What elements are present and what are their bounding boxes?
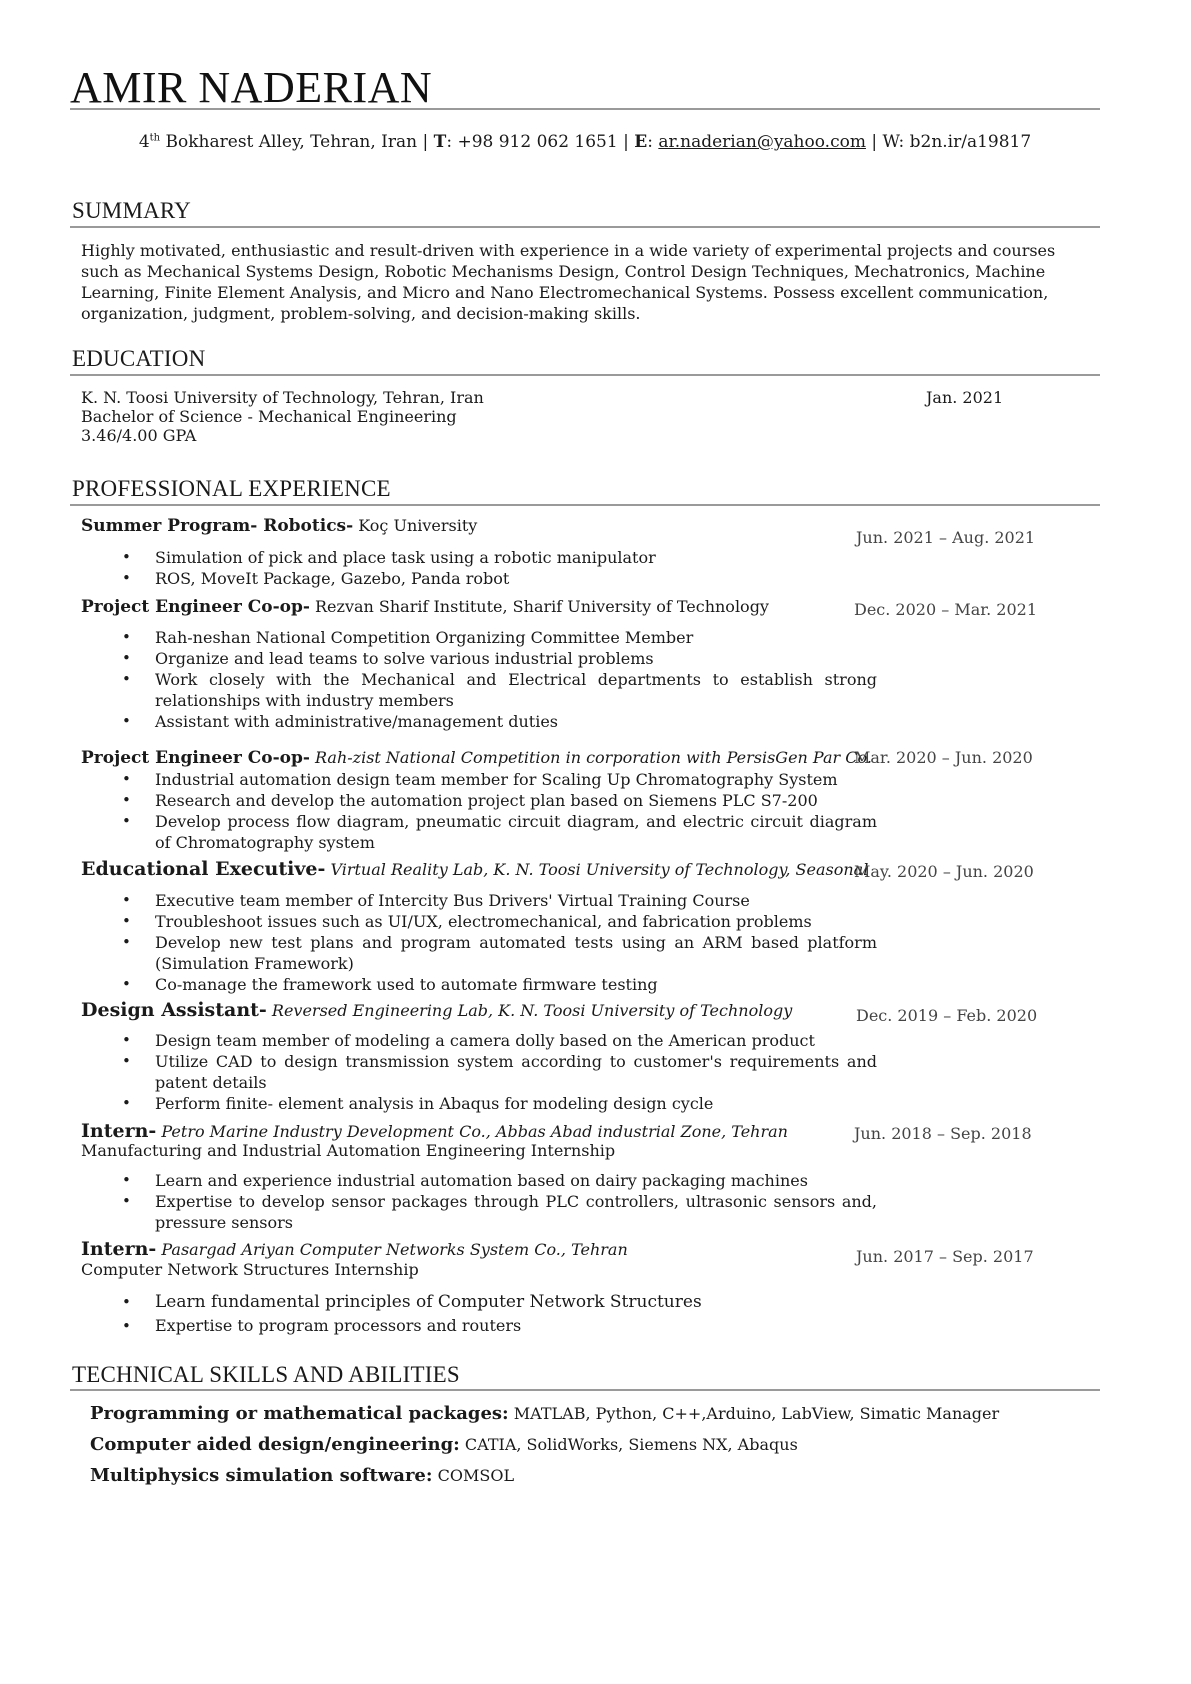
job-role: Intern- (81, 1120, 157, 1142)
job-org: Rah-zist National Competition in corporation with PersisGen Par Co. (309, 748, 872, 767)
job-heading (81, 516, 477, 536)
job-role: Project Engineer Co-op- (81, 597, 310, 617)
phone: : +98 912 062 1651 | (446, 132, 635, 152)
summary-title: SUMMARY (72, 198, 191, 223)
job-org: Koç University (353, 516, 478, 535)
list-item: • Organize and lead teams to solve various industrial problems (122, 648, 877, 669)
job-bullets (122, 1030, 877, 1114)
job-role: Project Engineer Co-op- (81, 748, 310, 768)
job-heading (81, 597, 769, 617)
job-role: Educational Executive- (81, 858, 326, 880)
list-item: • Research and develop the automation project plan based on Siemens PLC S7-200 (122, 790, 877, 811)
skill-label: Multiphysics simulation software: (90, 1465, 433, 1486)
summary-text: Highly motivated, enthusiastic and result-driven with experience in a wide variety of experimental projects and courses such as Mechanical Systems Design, Robotic Mechanisms Design, Control Design Techniques, Mechatronics, Machine Learning, Finite Element Analysis, and Micro and Nano Electromechanical Systems. Possess excellent communication, organization, judgment, problem-solving, and decision-making skills. (81, 241, 1056, 323)
job-org: Petro Marine Industry Development Co., Abbas Abad industrial Zone, Tehran (156, 1122, 788, 1141)
job-bullets (122, 769, 877, 853)
education-title: EDUCATION (72, 346, 206, 371)
education-school: K. N. Toosi University of Technology, Tehran, Iran (81, 388, 484, 407)
job-bullets (122, 627, 877, 732)
list-item: • Industrial automation design team member for Scaling Up Chromatography System (122, 769, 877, 790)
job-date: Jun. 2018 – Sep. 2018 (854, 1124, 1032, 1143)
experience-title: PROFESSIONAL EXPERIENCE (72, 476, 391, 501)
job-subtitle: Computer Network Structures Internship (81, 1260, 419, 1279)
job-bullets (122, 890, 877, 995)
job-role: Design Assistant- (81, 999, 267, 1021)
job-org: Reversed Engineering Lab, K. N. Toosi University of Technology (266, 1001, 793, 1020)
job-heading (81, 748, 872, 768)
list-item: • Executive team member of Intercity Bus Drivers' Virtual Training Course (122, 890, 877, 911)
job-heading (81, 858, 868, 880)
education-divider (70, 374, 1100, 376)
list-item: • Rah-neshan National Competition Organizing Committee Member (122, 627, 877, 648)
job-bullets (122, 1290, 877, 1338)
list-item: • Work closely with the Mechanical and Electrical departments to establish strong relationships with industry members (122, 669, 877, 711)
job-date: Dec. 2020 – Mar. 2021 (854, 600, 1038, 619)
job-heading (81, 999, 792, 1021)
job-bullets (122, 1170, 877, 1233)
job-org: Pasargad Ariyan Computer Networks System Co., Tehran (156, 1240, 628, 1259)
list-item: • Design team member of modeling a camera dolly based on the American product (122, 1030, 877, 1051)
job-date: Jun. 2021 – Aug. 2021 (856, 528, 1036, 547)
list-item: • Co-manage the framework used to automate firmware testing (122, 974, 877, 995)
summary-divider (70, 226, 1100, 228)
list-item: • Troubleshoot issues such as UI/UX, electromechanical, and fabrication problems (122, 911, 877, 932)
list-item: • Expertise to program processors and routers (122, 1314, 877, 1338)
job-org: Rezvan Sharif Institute, Sharif University of Technology (309, 597, 769, 616)
skill-row (90, 1465, 514, 1486)
contact-line: 4th Bokharest Alley, Tehran, Iran | T: +98 912 062 1651 | E: ar.naderian@yahoo.com | W: b2n.ir/a19817 (138, 132, 1032, 152)
skill-value: CATIA, SolidWorks, Siemens NX, Abaqus (459, 1435, 798, 1454)
education-date: Jan. 2021 (926, 388, 1004, 407)
skill-label: Programming or mathematical packages: (90, 1403, 509, 1424)
job-bullets (122, 547, 877, 589)
job-heading (81, 1238, 628, 1260)
list-item: • Expertise to develop sensor packages through PLC controllers, ultrasonic sensors and, pressure sensors (122, 1191, 877, 1233)
list-item: • Develop process flow diagram, pneumatic circuit diagram, and electric circuit diagram of Chromatography system (122, 811, 877, 853)
list-item: • Learn fundamental principles of Computer Network Structures (122, 1290, 877, 1314)
skills-title: TECHNICAL SKILLS AND ABILITIES (72, 1362, 460, 1387)
job-role: Summer Program- Robotics- (81, 516, 354, 536)
address: 4th Bokharest Alley, Tehran, Iran | (138, 132, 434, 152)
education-degree: Bachelor of Science - Mechanical Engineering (81, 407, 457, 426)
job-role: Intern- (81, 1238, 157, 1260)
list-item: • Learn and experience industrial automation based on dairy packaging machines (122, 1170, 877, 1191)
job-heading (81, 1120, 788, 1142)
skill-value: COMSOL (432, 1466, 515, 1485)
email-link[interactable]: ar.naderian@yahoo.com (658, 132, 866, 152)
list-item: • Perform finite- element analysis in Abaqus for modeling design cycle (122, 1093, 877, 1114)
skill-row (90, 1434, 798, 1455)
skill-row (90, 1403, 999, 1424)
job-subtitle: Manufacturing and Industrial Automation Engineering Internship (81, 1141, 616, 1160)
skill-value: MATLAB, Python, C++,Arduino, LabView, Simatic Manager (508, 1404, 1000, 1423)
skill-label: Computer aided design/engineering: (90, 1434, 460, 1455)
phone-label: T (433, 132, 447, 152)
website: | W: b2n.ir/a19817 (865, 132, 1032, 152)
job-date: Dec. 2019 – Feb. 2020 (856, 1006, 1038, 1025)
job-date: Jun. 2017 – Sep. 2017 (856, 1247, 1034, 1266)
job-date: May. 2020 – Jun. 2020 (854, 862, 1034, 881)
email-label: E (634, 132, 648, 152)
list-item: • Simulation of pick and place task using a robotic manipulator (122, 547, 877, 568)
job-date: Mar. 2020 – Jun. 2020 (854, 748, 1033, 767)
skills-divider (70, 1389, 1100, 1391)
list-item: • Assistant with administrative/management duties (122, 711, 877, 732)
education-gpa: 3.46/4.00 GPA (81, 426, 197, 445)
experience-divider (70, 504, 1100, 506)
header-divider (70, 108, 1100, 110)
list-item: • Utilize CAD to design transmission system according to customer's requirements and patent details (122, 1051, 877, 1093)
candidate-name: AMIR NADERIAN (70, 63, 433, 112)
list-item: • Develop new test plans and program automated tests using an ARM based platform (Simulation Framework) (122, 932, 877, 974)
job-org: Virtual Reality Lab, K. N. Toosi University of Technology, Seasonal (325, 860, 869, 879)
list-item: • ROS, MoveIt Package, Gazebo, Panda robot (122, 568, 877, 589)
